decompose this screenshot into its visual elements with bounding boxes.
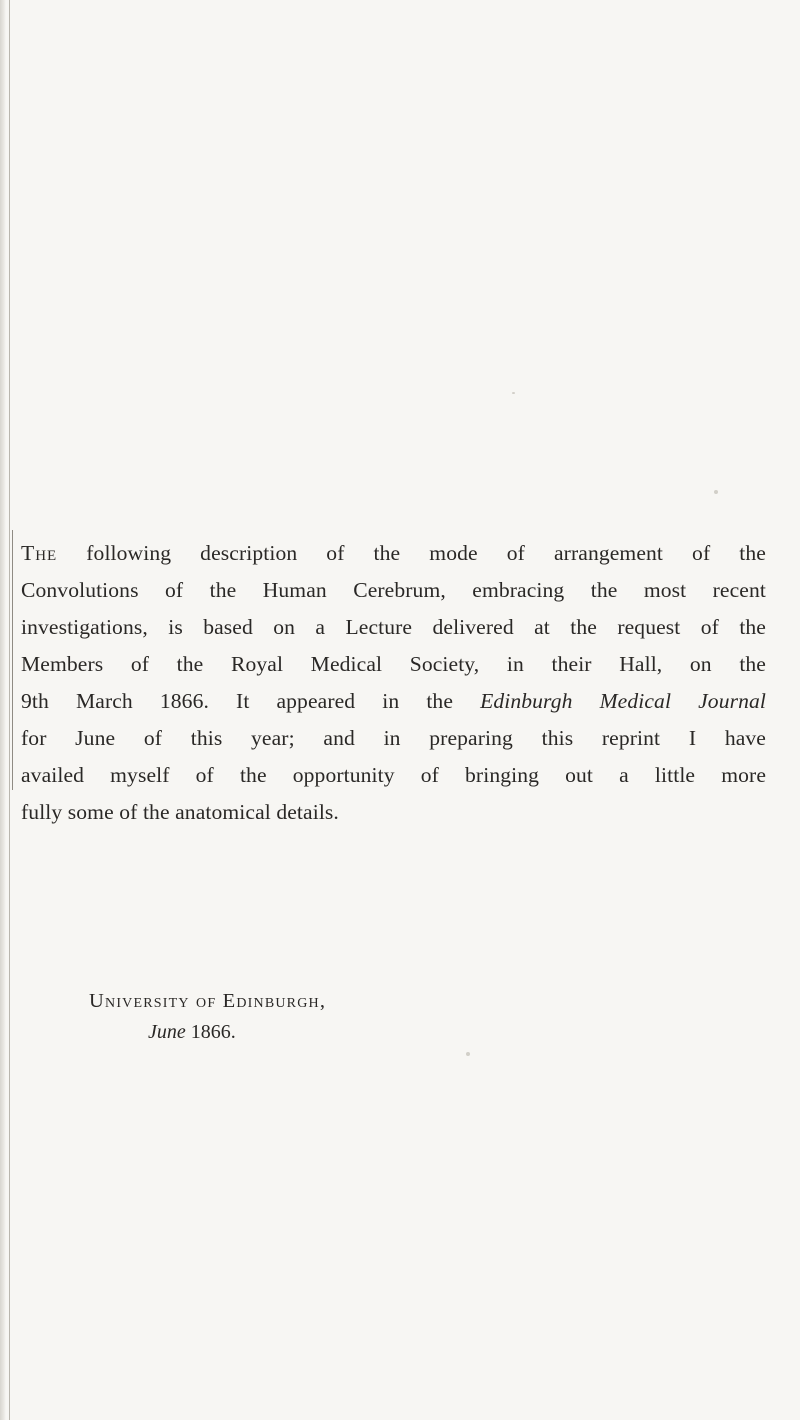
- date-year: 1866.: [185, 1021, 236, 1043]
- binding-edge: [0, 0, 6, 1420]
- signature-block: [89, 986, 326, 1048]
- institution-name: University of Edinburgh,: [89, 990, 327, 1012]
- binding-shadow-line: [12, 530, 13, 790]
- paper-speck: [466, 1052, 470, 1056]
- preface-line-1: [21, 535, 766, 572]
- opening-word: The: [21, 541, 58, 565]
- signature-date: [148, 1017, 326, 1048]
- preface-line-5: [21, 683, 766, 720]
- preface-line-2: Convolutions of the Human Cerebrum, embracing the most recent: [21, 578, 766, 602]
- preface-paragraph: [21, 535, 766, 831]
- preface-line-4: Members of the Royal Medical Society, in their Hall, on the: [21, 652, 766, 676]
- journal-title: Edinburgh Medical Journal: [480, 689, 766, 713]
- preface-line-text: following description of the mode of arrangement of the: [57, 541, 766, 565]
- preface-line-8: fully some of the anatomical details.: [21, 800, 339, 824]
- binding-line: [9, 0, 10, 1420]
- preface-line-7: availed myself of the opportunity of bringing out a little more: [21, 763, 766, 787]
- preface-line-text: 9th March 1866. It appeared in the: [21, 689, 481, 713]
- preface-line-6: for June of this year; and in preparing this reprint I have: [21, 726, 766, 750]
- date-month: June: [148, 1021, 186, 1043]
- paper-speck: [714, 490, 718, 494]
- preface-line-3: investigations, is based on a Lecture delivered at the request of the: [21, 615, 766, 639]
- paper-speck: [512, 392, 515, 394]
